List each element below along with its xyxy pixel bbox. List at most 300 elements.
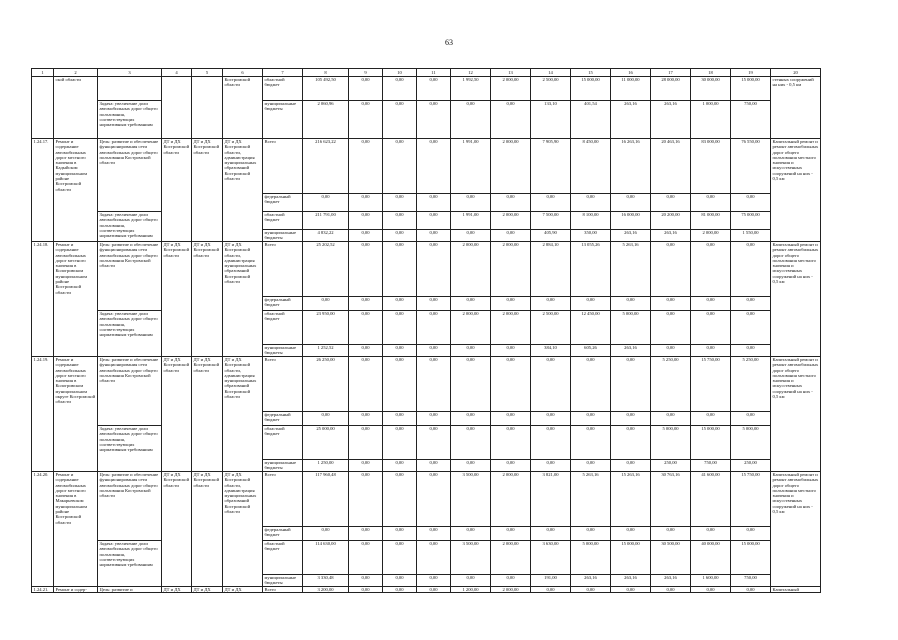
funding-value: 0,00	[491, 297, 531, 311]
funding-value: 15 263,16	[611, 472, 651, 527]
funding-value: 0,00	[417, 426, 451, 460]
funding-value: 0,00	[417, 212, 451, 230]
funding-source: областной бюджет	[263, 77, 303, 101]
funding-value: 2 000,00	[451, 242, 491, 297]
item-number: 1.24.19.	[32, 357, 54, 472]
funding-value: 3 630,00	[531, 541, 571, 575]
funding-value: 1 550,00	[731, 230, 771, 242]
funding-value: 0,00	[383, 101, 417, 139]
funding-value: 0,00	[691, 297, 731, 311]
funding-value: 16 000,00	[611, 212, 651, 230]
funding-value: 0,00	[417, 297, 451, 311]
funding-source: муниципальные бюджеты	[263, 345, 303, 357]
funding-value: 1 250,00	[303, 460, 349, 472]
column-number: 3	[98, 69, 162, 77]
measure-name: Ремонт и содержание автомобильных дорог местного значения в Кадыйском муниципальном районе Костромской области	[54, 139, 98, 242]
funding-value: 0,00	[731, 345, 771, 357]
funding-value: 263,16	[611, 345, 651, 357]
funding-value: 0,00	[491, 426, 531, 460]
funding-value: 0,00	[651, 311, 691, 345]
column-number: 7	[263, 69, 303, 77]
funding-value: 0,00	[531, 460, 571, 472]
funding-value: 40 000,00	[691, 541, 731, 575]
column-number: 11	[417, 69, 451, 77]
funding-value: 0,00	[383, 587, 417, 593]
funding-value: 250,00	[731, 460, 771, 472]
funding-value: 0,00	[417, 527, 451, 541]
funding-value: 3 200,00	[303, 587, 349, 593]
funding-value: 0,00	[417, 194, 451, 212]
funding-value: 28 000,00	[651, 77, 691, 101]
funding-value: 16 263,16	[611, 139, 651, 194]
funding-value: 1 252,52	[303, 345, 349, 357]
funding-value: 3 821,00	[531, 472, 571, 527]
column-number: 16	[611, 69, 651, 77]
funding-value: 0,00	[611, 587, 651, 593]
column-number: 19	[731, 69, 771, 77]
funding-value: 5 000,00	[651, 426, 691, 460]
page-number: 63	[445, 38, 453, 47]
funding-value: 0,00	[491, 230, 531, 242]
column-number: 1	[32, 69, 54, 77]
funding-value: 5 250,00	[731, 357, 771, 412]
funding-value: 0,00	[349, 357, 383, 412]
funding-value: 0,00	[417, 230, 451, 242]
program-table	[31, 68, 821, 593]
funding-value: 0,00	[383, 212, 417, 230]
funding-value: 30 763,16	[651, 472, 691, 527]
funding-value: 0,00	[531, 194, 571, 212]
funding-value: 0,00	[531, 426, 571, 460]
funding-value: 0,00	[417, 460, 451, 472]
table-row	[32, 426, 821, 460]
funding-value: 0,00	[349, 139, 383, 194]
funding-value: 26 250,00	[303, 357, 349, 412]
funding-value: 15 000,00	[731, 77, 771, 101]
funding-value: 0,00	[383, 345, 417, 357]
funding-source: муниципальные бюджеты	[263, 575, 303, 587]
funding-value: 0,00	[303, 527, 349, 541]
funding-value: 0,00	[383, 575, 417, 587]
participants: ДТ и ДХ Костромской области, администрация муниципальных образований Костромской области	[223, 472, 263, 587]
funding-value: 15 000,00	[731, 541, 771, 575]
funding-value: 114 630,00	[303, 541, 349, 575]
column-number: 4	[162, 69, 192, 77]
funding-value: 0,00	[731, 412, 771, 426]
column-number: 13	[491, 69, 531, 77]
funding-value: 0,00	[451, 230, 491, 242]
item-number	[32, 77, 54, 139]
funding-value: 401,54	[571, 101, 611, 139]
funding-value: 0,00	[651, 345, 691, 357]
responsible-executor: ДТ и ДХ Костромской области	[162, 357, 192, 472]
coordinator: ДТ и ДХ	[192, 587, 223, 593]
funding-value: 20 200,00	[651, 212, 691, 230]
funding-value: 0,00	[531, 527, 571, 541]
funding-value: 0,00	[349, 242, 383, 297]
funding-value: 1 000,00	[691, 101, 731, 139]
coordinator: ДТ и ДХ Костромской области	[192, 357, 223, 472]
measure-name: Ремонт и содер-	[54, 587, 98, 593]
measure-name: ской области	[54, 77, 98, 139]
task-text: Задача: увеличение доли автомобильных дорог общего пользования, соответствующих нормативным требованиям	[98, 426, 162, 472]
funding-value: 5 000,00	[611, 311, 651, 345]
column-number: 17	[651, 69, 691, 77]
funding-value: 25 000,00	[303, 426, 349, 460]
funding-value: 216 623,22	[303, 139, 349, 194]
funding-value: 0,00	[383, 412, 417, 426]
funding-value: 15 750,00	[691, 357, 731, 412]
funding-value: 263,16	[611, 575, 651, 587]
funding-value: 0,00	[611, 194, 651, 212]
funding-value: 0,00	[303, 297, 349, 311]
funding-value: 0,00	[349, 541, 383, 575]
goal-text: Цель: развитие и обеспечение функционирования сети автомобильных дорог общего пользования Костромской области	[98, 472, 162, 541]
table-row	[32, 101, 821, 139]
funding-value: 15 750,00	[731, 472, 771, 527]
measure-name: Ремонт и содержание автомобильных дорог местного значения в Кологривском муниципальном районе Костромской области	[54, 242, 98, 357]
funding-value: 15 000,00	[571, 77, 611, 101]
task-text: Задача: увеличение доли автомобильных дорог общего пользования, соответствующих нормативным требованиям	[98, 212, 162, 242]
funding-value: 350,00	[571, 230, 611, 242]
funding-value: 263,16	[571, 575, 611, 587]
funding-value: 0,00	[417, 412, 451, 426]
funding-source: муниципальные бюджеты	[263, 101, 303, 139]
table-row	[32, 541, 821, 575]
funding-value: 2 000,00	[491, 541, 531, 575]
funding-value: 0,00	[611, 412, 651, 426]
column-number: 14	[531, 69, 571, 77]
funding-value: 2 000,00	[491, 77, 531, 101]
funding-value: 15 000,00	[611, 541, 651, 575]
funding-value: 5 000,00	[731, 426, 771, 460]
funding-value: 0,00	[531, 587, 571, 593]
funding-value: 405,90	[531, 230, 571, 242]
funding-value: 0,00	[383, 139, 417, 194]
funding-value: 25 202,52	[303, 242, 349, 297]
funding-value: 0,00	[491, 412, 531, 426]
funding-value: 0,00	[571, 412, 611, 426]
funding-value: 0,00	[383, 541, 417, 575]
funding-value: 105 492,50	[303, 77, 349, 101]
funding-value: 0,00	[349, 575, 383, 587]
funding-value: 2 060,96	[303, 101, 349, 139]
funding-value: 0,00	[451, 357, 491, 412]
funding-value: 0,00	[383, 242, 417, 297]
column-number: 18	[691, 69, 731, 77]
funding-value: 0,00	[491, 527, 531, 541]
funding-value: 15 000,00	[691, 426, 731, 460]
funding-value: 30 500,00	[651, 541, 691, 575]
funding-source: федеральный бюджет	[263, 194, 303, 212]
participants: ДТ и ДХ	[223, 587, 263, 593]
funding-value: 263,16	[611, 101, 651, 139]
funding-value: 0,00	[571, 194, 611, 212]
column-number: 2	[54, 69, 98, 77]
funding-value: 0,00	[383, 472, 417, 527]
funding-value: 0,00	[571, 587, 611, 593]
participants: ДТ и ДХ Костромской области, администрация муниципальных образований Костромской области	[223, 242, 263, 357]
funding-value: 750,00	[731, 101, 771, 139]
coordinator	[192, 77, 223, 139]
expected-result: Капитальный ремонт и ремонт автомобильных дорог общего пользования местного значения и искусственных сооружений на них - 0,5 км	[771, 242, 821, 357]
funding-source: муниципальные бюджеты	[263, 230, 303, 242]
funding-source: Всего	[263, 139, 303, 194]
funding-value: 0,00	[349, 412, 383, 426]
funding-value: 263,16	[651, 101, 691, 139]
funding-value: 263,16	[651, 230, 691, 242]
funding-value: 0,00	[731, 587, 771, 593]
funding-value: 0,00	[303, 194, 349, 212]
funding-value: 0,00	[451, 101, 491, 139]
funding-value: 2 000,00	[491, 139, 531, 194]
funding-value: 0,00	[417, 101, 451, 139]
funding-value: 117 960,48	[303, 472, 349, 527]
funding-value: 0,00	[611, 426, 651, 460]
item-number: 1.24.17.	[32, 139, 54, 242]
funding-value: 2 000,00	[491, 587, 531, 593]
table-row	[32, 357, 821, 412]
funding-value: 75 000,00	[731, 212, 771, 230]
funding-value: 0,00	[417, 587, 451, 593]
funding-value: 3 500,00	[451, 541, 491, 575]
participants: ДТ и ДХ Костромской области, администрация муниципальных образований Костромской области	[223, 139, 263, 242]
funding-value: 0,00	[691, 242, 731, 297]
funding-value: 1 991,00	[451, 212, 491, 230]
funding-value: 0,00	[417, 311, 451, 345]
funding-value: 750,00	[731, 575, 771, 587]
funding-value: 0,00	[383, 460, 417, 472]
expected-result: Капитальный ремонт и ремонт автомобильных дорог общего пользования местного значения и искусственных сооружений на них - 0,5 км	[771, 139, 821, 242]
funding-value: 0,00	[417, 357, 451, 412]
funding-value: 8 450,00	[571, 139, 611, 194]
funding-value: 0,00	[451, 345, 491, 357]
funding-value: 0,00	[691, 527, 731, 541]
funding-value: 0,00	[383, 230, 417, 242]
funding-value: 2 000,00	[491, 212, 531, 230]
participants: ДТ и ДХ Костромской области, администрация муниципальных образований Костромской области	[223, 357, 263, 472]
funding-value: 0,00	[349, 77, 383, 101]
funding-value: 0,00	[349, 460, 383, 472]
funding-source: Всего	[263, 587, 303, 593]
funding-source: Всего	[263, 472, 303, 527]
goal-text: Цель: развитие и	[98, 587, 162, 593]
funding-value: 0,00	[349, 345, 383, 357]
table-row	[32, 311, 821, 345]
funding-value: 11 000,00	[611, 77, 651, 101]
funding-value: 0,00	[571, 357, 611, 412]
funding-value: 0,00	[417, 139, 451, 194]
funding-value: 750,00	[691, 460, 731, 472]
funding-value: 0,00	[651, 412, 691, 426]
funding-value: 0,00	[417, 472, 451, 527]
funding-value: 0,00	[417, 345, 451, 357]
funding-value: 133,10	[531, 101, 571, 139]
funding-value: 0,00	[417, 242, 451, 297]
funding-value: 0,00	[611, 357, 651, 412]
responsible-executor: ДТ и ДХ Костромской области	[162, 472, 192, 587]
funding-value: 5 000,00	[571, 541, 611, 575]
funding-value: 5 250,00	[651, 357, 691, 412]
funding-source: областной бюджет	[263, 541, 303, 575]
funding-value: 0,00	[491, 460, 531, 472]
funding-source: Всего	[263, 357, 303, 412]
funding-value: 0,00	[491, 345, 531, 357]
goal-text: Цель: развитие и обеспечение функционирования сети автомобильных дорог общего пользования Костромской области	[98, 139, 162, 212]
funding-value: 0,00	[349, 101, 383, 139]
funding-value: 2 500,00	[531, 311, 571, 345]
funding-source: областной бюджет	[263, 311, 303, 345]
funding-value: 0,00	[349, 472, 383, 527]
table-row	[32, 212, 821, 230]
coordinator: ДТ и ДХ Костромской области	[192, 139, 223, 242]
column-number: 9	[349, 69, 383, 77]
funding-value: 211 791,00	[303, 212, 349, 230]
funding-value: 0,00	[651, 194, 691, 212]
column-number: 8	[303, 69, 349, 77]
funding-value: 0,00	[383, 357, 417, 412]
funding-value: 191,00	[531, 575, 571, 587]
funding-value: 2 000,00	[691, 230, 731, 242]
funding-value: 0,00	[651, 527, 691, 541]
column-number: 10	[383, 69, 417, 77]
responsible-executor: ДТ и ДХ	[162, 587, 192, 593]
funding-value: 0,00	[491, 101, 531, 139]
funding-value: 250,00	[651, 460, 691, 472]
funding-value: 13 055,26	[571, 242, 611, 297]
funding-value: 0,00	[349, 212, 383, 230]
funding-value: 0,00	[383, 311, 417, 345]
goal-text: Цель: развитие и обеспечение функционирования сети автомобильных дорог общего пользования Костромской области	[98, 242, 162, 311]
responsible-executor	[162, 77, 192, 139]
funding-value: 0,00	[491, 194, 531, 212]
funding-value: 3 500,00	[451, 472, 491, 527]
column-number: 5	[192, 69, 223, 77]
goal-text	[98, 77, 162, 101]
funding-value: 0,00	[651, 297, 691, 311]
funding-value: 0,00	[349, 194, 383, 212]
funding-value: 0,00	[383, 194, 417, 212]
funding-value: 0,00	[531, 297, 571, 311]
funding-value: 0,00	[383, 527, 417, 541]
funding-value: 0,00	[531, 357, 571, 412]
funding-value: 7 905,90	[531, 139, 571, 194]
funding-source: Всего	[263, 242, 303, 297]
funding-value: 2 500,00	[531, 77, 571, 101]
funding-value: 0,00	[531, 412, 571, 426]
table-row	[32, 139, 821, 194]
funding-source: федеральный бюджет	[263, 527, 303, 541]
funding-source: областной бюджет	[263, 426, 303, 460]
funding-value: 5 263,16	[571, 472, 611, 527]
funding-value: 0,00	[731, 311, 771, 345]
funding-value: 605,26	[571, 345, 611, 357]
funding-value: 2 000,00	[491, 311, 531, 345]
funding-value: 263,16	[651, 575, 691, 587]
item-number: 1.24.20.	[32, 472, 54, 587]
table-row	[32, 587, 821, 593]
funding-value: 7 500,00	[531, 212, 571, 230]
funding-value: 0,00	[383, 426, 417, 460]
funding-value: 0,00	[691, 587, 731, 593]
funding-value: 0,00	[349, 426, 383, 460]
funding-value: 1 200,00	[451, 587, 491, 593]
funding-source: муниципальные бюджеты	[263, 460, 303, 472]
funding-value: 4 832,22	[303, 230, 349, 242]
item-number: 1.24.18.	[32, 242, 54, 357]
coordinator: ДТ и ДХ Костромской области	[192, 242, 223, 357]
funding-value: 0,00	[691, 311, 731, 345]
funding-value: 0,00	[417, 541, 451, 575]
participants: Костромской области	[223, 77, 263, 139]
funding-value: 1 991,00	[451, 139, 491, 194]
task-text: Задача: увеличение доли автомобильных дорог общего пользования, соответствующих нормативным требованиям	[98, 101, 162, 139]
funding-value: 0,00	[611, 527, 651, 541]
column-number: 6	[223, 69, 263, 77]
funding-value: 1 600,00	[691, 575, 731, 587]
funding-value: 0,00	[491, 357, 531, 412]
funding-value: 41 600,00	[691, 472, 731, 527]
task-text: Задача: увеличение доли автомобильных дорог общего пользования, соответствующих нормативным требованиям	[98, 311, 162, 357]
column-number: 15	[571, 69, 611, 77]
measure-name: Ремонт и содержание автомобильных дорог местного значения в Кологривском муниципальном округе Костромской области	[54, 357, 98, 472]
funding-value: 12 450,00	[571, 311, 611, 345]
funding-value: 0,00	[451, 194, 491, 212]
funding-source: федеральный бюджет	[263, 297, 303, 311]
table-row	[32, 472, 821, 527]
funding-value: 0,00	[611, 297, 651, 311]
funding-value: 0,00	[349, 230, 383, 242]
funding-value: 2 000,00	[451, 311, 491, 345]
funding-value: 0,00	[691, 345, 731, 357]
funding-value: 0,00	[383, 297, 417, 311]
funding-value: 0,00	[651, 587, 691, 593]
funding-value: 2 000,00	[491, 472, 531, 527]
funding-value: 0,00	[417, 575, 451, 587]
funding-value: 0,00	[451, 426, 491, 460]
funding-source: областной бюджет	[263, 212, 303, 230]
funding-value: 5 263,16	[611, 242, 651, 297]
funding-value: 0,00	[451, 297, 491, 311]
table-row	[32, 242, 821, 297]
funding-value: 8 100,00	[571, 212, 611, 230]
funding-value: 0,00	[383, 77, 417, 101]
funding-value: 0,00	[451, 460, 491, 472]
funding-value: 0,00	[651, 242, 691, 297]
funding-value: 0,00	[691, 412, 731, 426]
funding-value: 2 000,00	[491, 242, 531, 297]
funding-value: 0,00	[451, 412, 491, 426]
funding-value: 0,00	[303, 412, 349, 426]
funding-value: 0,00	[451, 575, 491, 587]
expected-result: Капитальный	[771, 587, 821, 593]
measure-name: Ремонт и содержание автомобильных дорог местного значения в Макарьевском муниципальном районе Костромской области	[54, 472, 98, 587]
funding-value: 384,10	[531, 345, 571, 357]
goal-text: Цель: развитие и обеспечение функционирования сети автомобильных дорог общего пользования Костромской области	[98, 357, 162, 426]
column-number: 20	[771, 69, 821, 77]
column-number: 12	[451, 69, 491, 77]
funding-value: 0,00	[417, 77, 451, 101]
expected-result: стенных сооружений на них - 0,5 км	[771, 77, 821, 139]
task-text: Задача: увеличение доли автомобильных дорог общего пользования, соответствующих нормативным требованиям	[98, 541, 162, 587]
funding-value: 0,00	[691, 194, 731, 212]
funding-value: 0,00	[731, 527, 771, 541]
funding-source: федеральный бюджет	[263, 412, 303, 426]
funding-value: 0,00	[491, 575, 531, 587]
expected-result: Капитальный ремонт и ремонт автомобильных дорог общего пользования местного значения и искусственных сооружений на них - 0,5 км	[771, 472, 821, 587]
funding-value: 0,00	[731, 242, 771, 297]
funding-value: 0,00	[571, 297, 611, 311]
